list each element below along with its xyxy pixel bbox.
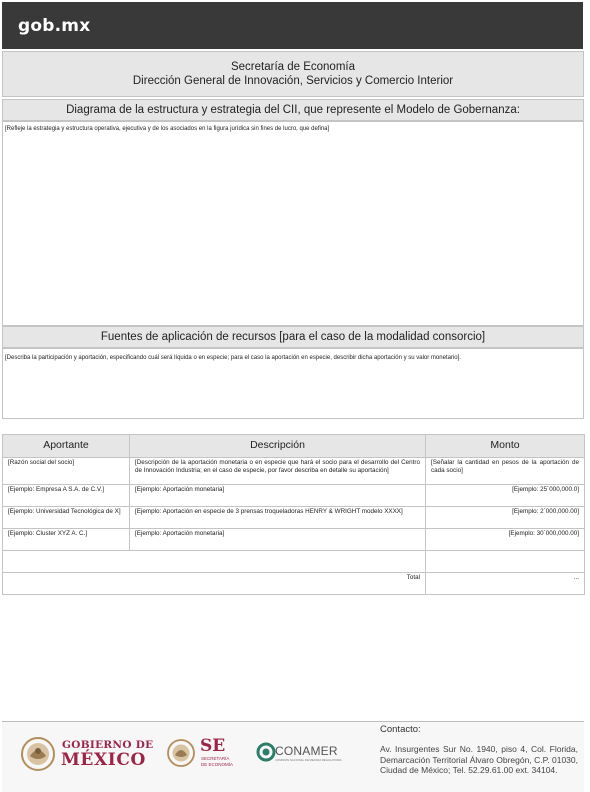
contact-address: Av. Insurgentes Sur No. 1940, piso 4, Col. Florida, Demarcación Territorial Álvaro Obregón, C.P. 01030, Ciudad de México; Tel. 52.29.61.00 ext. 34104. <box>380 744 578 775</box>
col-aportante: Aportante <box>3 435 130 458</box>
conamer-text: CONAMER <box>275 744 338 758</box>
cell-descripcion[interactable]: [Ejemplo: Aportación monetaria] <box>130 529 426 551</box>
conamer-subtitle: COMISIÓN NACIONAL DE MEJORA REGULATORIA <box>275 758 342 762</box>
empty-cell[interactable] <box>3 551 426 573</box>
gobierno-line2: MÉXICO <box>61 750 146 770</box>
se-logo <box>166 734 246 774</box>
cell-aportante[interactable]: [Razón social del socio] <box>3 458 130 485</box>
col-descripcion: Descripción <box>130 435 426 458</box>
se-subtitle-2: DE ECONOMÍA <box>201 761 234 767</box>
escudo-icon <box>20 736 56 772</box>
total-value[interactable]: ... <box>426 573 585 595</box>
total-label: Total <box>3 573 426 595</box>
cell-descripcion[interactable]: [Ejemplo: Aportación en especie de 3 prensas troqueladoras HENRY & WRIGHT modelo XXXX] <box>130 507 426 529</box>
se-subtitle <box>201 756 233 767</box>
cell-descripcion[interactable]: [Descripción de la aportación monetaria o en especie que hará el socio para el desarrollo del Centro de Innovación Industria; en el caso de especie, por favor describa en detalle su aportación] <box>130 458 426 485</box>
se-subtitle-1: SECRETARÍA <box>201 756 230 761</box>
cell-monto[interactable]: [Ejemplo: 30´000,000.00] <box>426 529 585 551</box>
gobierno-line1: GOBIERNO DE <box>62 739 154 751</box>
table-row <box>3 507 585 529</box>
col-monto: Monto <box>426 435 585 458</box>
empty-cell[interactable] <box>426 551 585 573</box>
cell-aportante[interactable]: [Ejemplo: Universidad Tecnológica de X] <box>3 507 130 529</box>
secretaria-name: Secretaría de Economía <box>230 61 355 73</box>
diagrama-hint: [Refleje la estrategia y estructura operativa, ejecutiva y de los asociados en la figura jurídica sin fines de lucro, que defina] <box>5 126 330 132</box>
gob-mx-logo[interactable]: gob.mx <box>18 16 91 36</box>
secretaria-header <box>2 51 584 97</box>
cell-monto[interactable]: [Señalar la cantidad en pesos de la aportación de cada socio] <box>426 458 585 485</box>
cell-descripcion[interactable]: [Ejemplo: Aportación monetaria] <box>130 485 426 507</box>
fuentes-field[interactable] <box>2 348 584 419</box>
table-total-row <box>3 573 585 595</box>
fuentes-title: Fuentes de aplicación de recursos [para el caso de la modalidad consorcio] <box>2 326 584 348</box>
conamer-icon <box>256 742 276 762</box>
diagrama-title: Diagrama de la estructura y estrategia del CII, que represente el Modelo de Gobernanza: <box>2 99 584 121</box>
aportaciones-table <box>2 434 585 595</box>
se-escudo-icon <box>166 738 196 768</box>
table-row <box>3 458 585 485</box>
cell-monto[interactable]: [Ejemplo: 2´000,000.00] <box>426 507 585 529</box>
table-header-row <box>3 435 585 458</box>
cell-aportante[interactable]: [Ejemplo: Empresa A S.A. de C.V.] <box>3 485 130 507</box>
top-bar <box>2 2 583 49</box>
table-row <box>3 529 585 551</box>
footer-divider <box>2 721 584 722</box>
gobierno-mexico-logo <box>20 734 160 774</box>
fuentes-hint: [Describa la participación y aportación, especificando cuál será líquida o en especie; para el caso la aportación en especie, describir dicha aportación y su valor monetario]. <box>5 355 461 361</box>
cell-aportante[interactable]: [Ejemplo: Cluster XYZ A. C.] <box>3 529 130 551</box>
table-row <box>3 485 585 507</box>
diagrama-field[interactable] <box>2 121 584 326</box>
direccion-name: Dirección General de Innovación, Servicios y Comercio Interior <box>132 75 454 87</box>
contact-title: Contacto: <box>380 724 421 735</box>
cell-monto[interactable]: [Ejemplo: 25´000,000.0] <box>426 485 585 507</box>
conamer-logo <box>256 740 356 770</box>
se-letters: SE <box>200 736 226 756</box>
table-row-empty <box>3 551 585 573</box>
